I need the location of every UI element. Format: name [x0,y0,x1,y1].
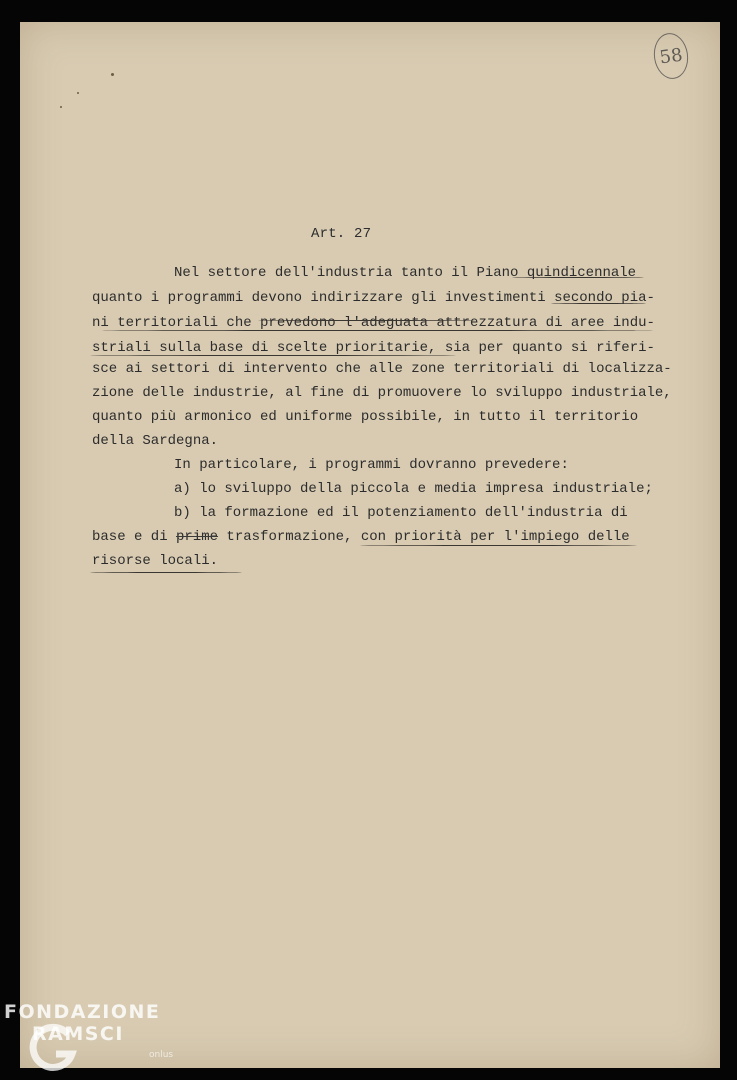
text-segment: base e di [92,529,177,545]
underline-mark [551,303,646,304]
text-line: quanto più armonico ed uniforme possibile, in tutto il territorio [92,409,639,425]
watermark-sub: onlus [149,1050,174,1060]
text-line: zione delle industrie, al fine di promuovere lo sviluppo industriale, [92,385,672,401]
text-line: quanto i programmi devono indirizzare gli investimenti secondo pia- [92,290,655,306]
watermark-line1: FONDAZIONE [4,1001,161,1023]
paper-speck [111,73,114,76]
strike-mark [258,320,475,321]
paper-speck [77,92,79,94]
text-line: a) lo sviluppo della piccola e media impresa industriale; [174,481,653,497]
underline-mark [360,545,637,546]
watermark-line2: RAMSCI [32,1023,124,1045]
text-line: In particolare, i programmi dovranno prevedere: [174,457,569,473]
underline-mark [90,355,456,356]
underline-mark [90,572,242,573]
text-line: della Sardegna. [92,433,219,449]
text-line: b) la formazione ed il potenziamento dell'industria di [174,505,628,521]
underline-mark [512,277,644,278]
paper-speck [60,106,62,108]
page-number: 58 [658,44,684,68]
text-line: Nel settore dell'industria tanto il Piano quindicennale [174,265,637,281]
text-segment: trasformazione, con priorità per l'impiego delle [218,529,630,545]
text-line: sce ai settori di intervento che alle zone territoriali di localizza- [92,361,672,377]
text-line: striali sulla base di scelte prioritarie, sia per quanto si riferi- [92,340,655,356]
struck-word: prime [176,529,219,545]
text-line: ni territoriali che prevedono l'adeguata attrezzatura di aree indu- [92,315,655,331]
text-line: risorse locali. [92,553,219,569]
watermark [4,1001,174,1060]
article-title: Art. 27 [311,226,372,242]
underline-mark [100,330,655,331]
